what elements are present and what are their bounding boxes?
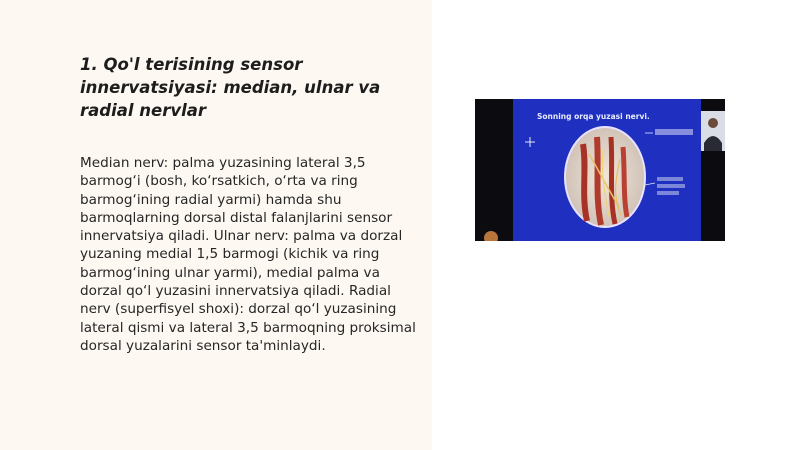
- anatomy-illustration: [565, 127, 645, 227]
- embedded-video[interactable]: [475, 99, 725, 241]
- presenter-webcam-thumbnail: [701, 111, 725, 151]
- slide-title: 1. Qo'l terisining sensor innervatsiyasi: median, ulnar va radial nervlar: [80, 55, 381, 120]
- video-slide-title: Sonning orqa yuzasi nervi.: [537, 112, 650, 121]
- slide-body-text: Median nerv: palma yuzasining lateral 3,5 barmog‘i (bosh, ko‘rsatkich, o‘rta va ring barmog‘ining radial yarmi) hamda shu barmoqlarning dorsal distal falanjlarini sensor innervatsiya qiladi. Ulnar nerv: palma va dorzal yuzaning medial 1,5 barmogi (kichik va ring barmog‘ining ulnar yarmi), medial palma va dorzal qo‘l yuzasini innervatsiya qiladi. Radial nerv (superfisyel shoxi): dorzal qo‘l yuzasining lateral qismi va lateral 3,5 barmoqning proksimal dorsal yuzalarini sensor ta'minlaydi.: [80, 155, 416, 354]
- video-left-bar: [475, 99, 513, 241]
- video-frame: [475, 99, 725, 241]
